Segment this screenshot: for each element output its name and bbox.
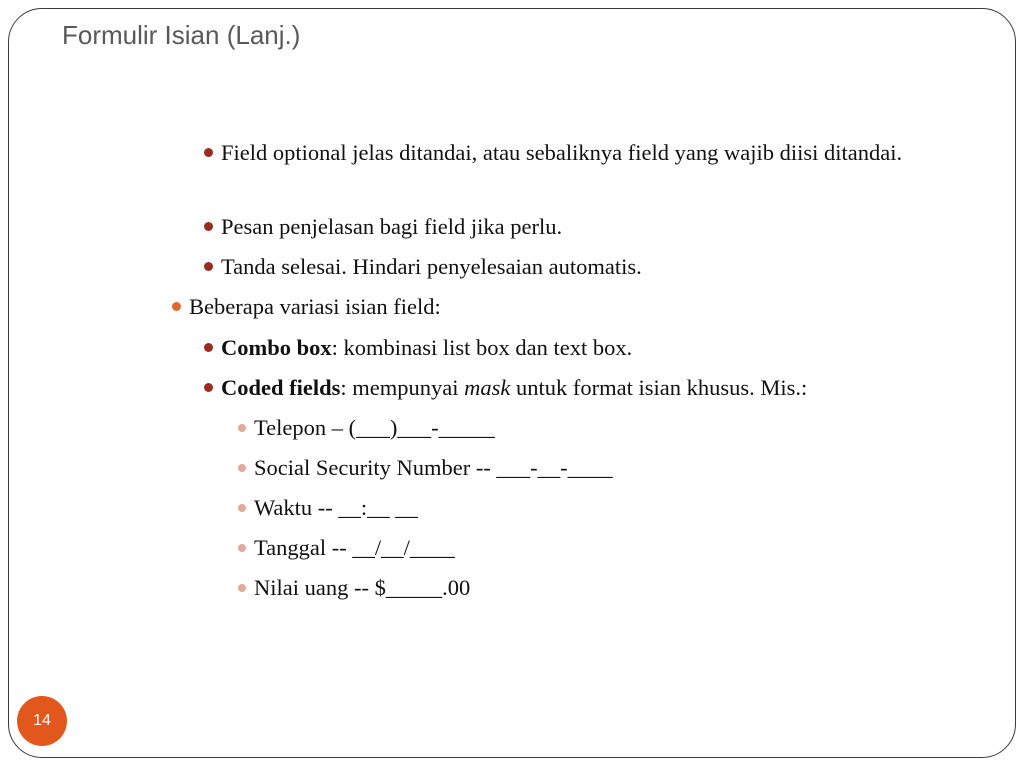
bullet-text: Tanda selesai. Hindari penyelesaian automatis.: [221, 254, 642, 279]
bullet-dot: [204, 262, 213, 271]
bullet-rest: : kombinasi list box dan text box.: [331, 335, 633, 360]
slide-title: Formulir Isian (Lanj.): [62, 20, 301, 50]
bullet-dot: [238, 464, 246, 472]
bullet-text: [221, 331, 632, 364]
bullet-dot: [204, 383, 213, 392]
bullet-bold-term: Coded fields: [221, 375, 341, 400]
bullet-dot: [238, 424, 246, 432]
bullet-text: Telepon – (___)___-_____: [254, 415, 495, 440]
bullet-text: Beberapa variasi isian field:: [189, 294, 441, 319]
bullet-dot: [238, 584, 246, 592]
bullet-dot: [204, 222, 213, 231]
bullet-text: Pesan penjelasan bagi field jika perlu.: [221, 214, 563, 239]
bullet-text: Nilai uang -- $_____.00: [254, 575, 471, 600]
bullet-dot: [172, 302, 181, 311]
bullet-text: Social Security Number -- ___-__-____: [254, 455, 613, 480]
bullet-text: Waktu -- __:__ __: [254, 495, 418, 520]
bullet-italic: mask: [464, 375, 511, 400]
bullet-rest: : mempunyai: [340, 375, 465, 400]
bullet-text: Tanggal -- __/__/____: [254, 535, 455, 560]
bullet-bold-term: Combo box: [221, 335, 332, 360]
bullet-dot: [238, 504, 246, 512]
page-number-badge: 14: [17, 696, 67, 746]
bullet-text: [221, 371, 807, 404]
bullet-rest: untuk format isian khusus. Mis.:: [510, 375, 808, 400]
bullet-text: Field optional jelas ditandai, atau sebaliknya field yang wajib diisi ditandai.: [221, 140, 903, 165]
bullet-dot: [238, 544, 246, 552]
bullet-dot: [204, 343, 213, 352]
bullet-dot: [204, 148, 213, 157]
